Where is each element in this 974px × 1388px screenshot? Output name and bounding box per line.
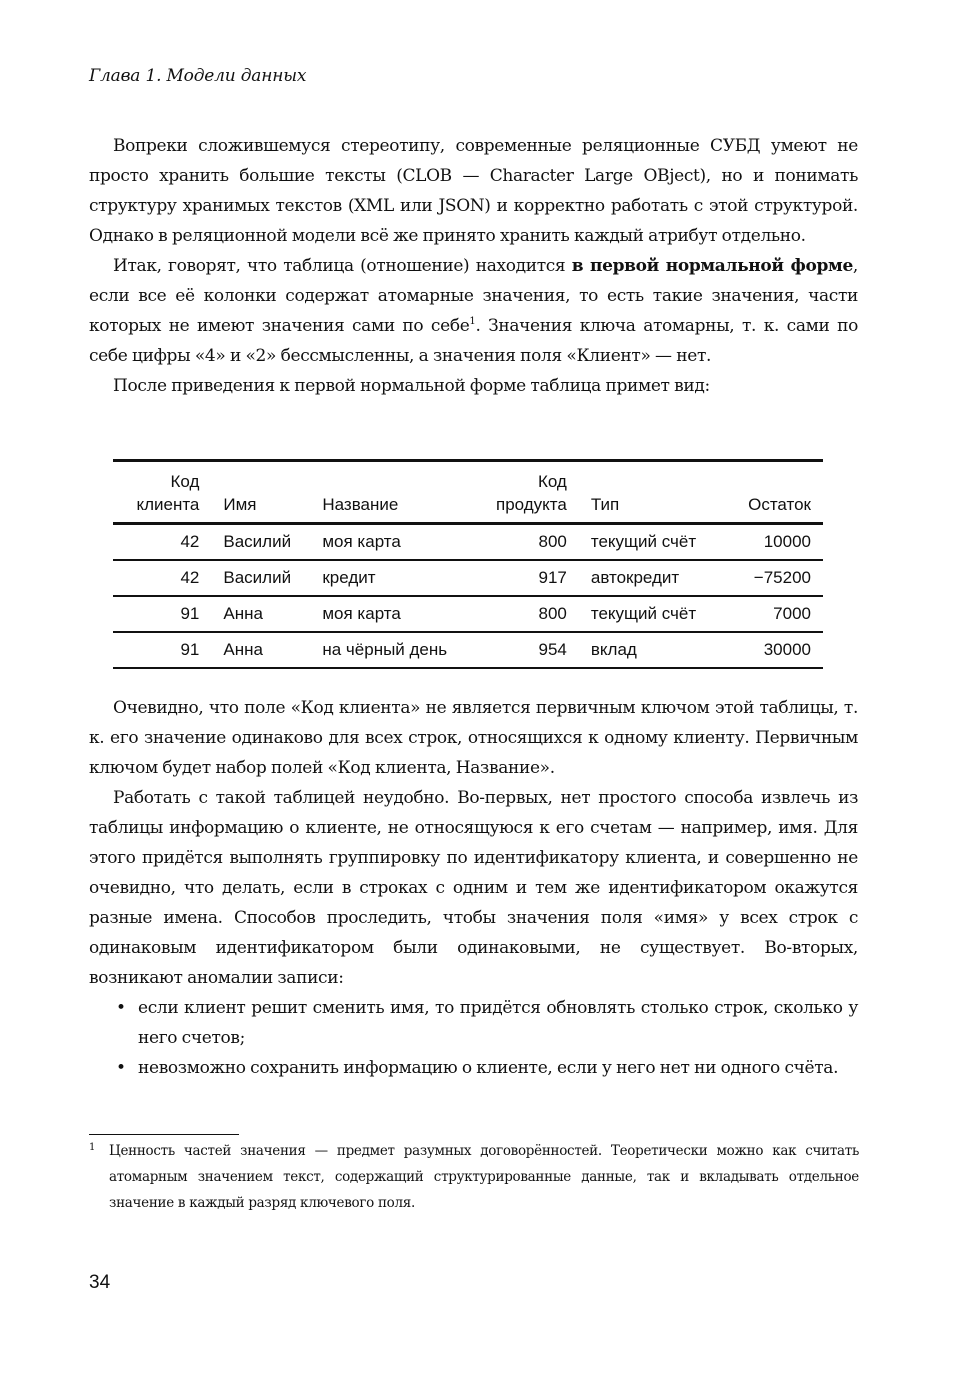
cell-client-code: 91 [180,604,200,623]
list-item [89,993,858,1053]
list-item-text: невозможно сохранить информацию о клиенте, если у него нет ни одного счёта. [138,1058,839,1078]
cell-name: Анна [223,604,263,623]
accounts-table [113,459,823,669]
cell-name: Василий [223,532,292,551]
cell-title: кредит [322,568,376,587]
cell-name: Анна [223,640,263,659]
column-header-type: Тип [590,495,620,514]
paragraph-primary-key: Очевидно, что поле «Код клиента» не является первичным ключом этой таблицы, т. к. его значение одинаково для всех строк, относящихся к одному клиенту. Первичным ключом будет набор полей «Код клиента, Название». [89,698,858,778]
term-first-normal-form: в первой нормальной форме [571,256,853,276]
cell-type: текущий счёт [590,532,697,551]
table-row [113,596,823,632]
cell-balance: 10000 [763,532,811,551]
cell-balance: 7000 [773,604,811,623]
table-row [113,524,823,561]
paragraph-text: . Значения ключа атомарны, т. к. сами по себе цифры «4» и «2» бессмысленны, а значения поля «Клиент» — нет. [89,316,858,366]
intro-section [89,131,858,401]
cell-client-code: 42 [180,532,200,551]
footnote-divider [89,1134,239,1135]
table-header-row [113,461,823,524]
footnote-reference[interactable]: 1 [469,316,476,327]
footnote-text: Ценность частей значения — предмет разумных договорённостей. Теоретически можно как считать атомарным значением текст, содержащий структурированные данные, так и вкладывать отдельное значение в каждый разряд ключевого поля. [109,1143,859,1211]
analysis-section [89,693,858,1083]
paragraph-clob: Вопреки сложившемуся стереотипу, современные реляционные СУБД умеют не просто хранить большие тексты (CLOB — Character Large OBject), но и понимать структуру хранимых текстов (XML или JSON) и корректно работать с этой структурой. Однако в реляционной модели всё же принято хранить каждый атрибут отдельно. [89,136,858,246]
table-row [113,560,823,596]
footnote [89,1138,859,1216]
paragraph-text: Итак, говорят, что таблица (отношение) находится [113,256,572,276]
paragraph-table-intro: После приведения к первой нормальной форме таблица примет вид: [113,376,710,396]
bullet-icon: • [116,998,126,1018]
cell-balance: 30000 [763,640,811,659]
paragraph-inconvenience: Работать с такой таблицей неудобно. Во-первых, нет простого способа извлечь из таблицы информацию о клиенте, не относящуюся к его счетам — например, имя. Для этого придётся выполнять группировку по идентификатору клиента, и совершенно не очевидно, что делать, если в строках с одним и тем же идентификатором окажутся разные имена. Способов проследить, чтобы значения поля «имя» у всех строк с одинаковым идентификатором были одинаковыми, не существует. Во-вторых, возникают аномалии записи: [89,788,858,988]
cell-balance: −75200 [753,568,811,587]
paragraph-first-normal-form [89,251,858,371]
footnote-number: 1 [89,1142,96,1153]
cell-title: моя карта [322,604,401,623]
list-item [89,1053,858,1083]
cell-client-code: 42 [180,568,200,587]
list-item-text: если клиент решит сменить имя, то придётся обновлять столько строк, сколько у него счетов; [138,998,858,1048]
first-normal-form-table [113,459,823,669]
cell-type: вклад [590,640,637,659]
cell-product-code: 954 [538,640,567,659]
cell-title: моя карта [322,532,401,551]
cell-name: Василий [223,568,292,587]
anomalies-list [89,993,858,1083]
paragraph-text: , если все её колонки содержат атомарные значения, то есть такие значения, части которых не имеют значения сами по себе [89,256,858,336]
column-header-name: Имя [223,495,257,514]
table-row [113,632,823,668]
column-header-balance: Остаток [748,495,811,514]
bullet-icon: • [116,1058,126,1078]
cell-product-code: 917 [538,568,567,587]
cell-type: текущий счёт [590,604,697,623]
cell-product-code: 800 [538,532,567,551]
running-head: Глава 1. Модели данных [89,66,307,86]
cell-product-code: 800 [538,604,567,623]
cell-title: на чёрный день [322,640,448,659]
column-header-client-code: Код клиента [136,472,200,514]
cell-type: автокредит [590,568,680,587]
column-header-product-code: Код продукта [496,472,567,514]
column-header-title: Название [322,495,399,514]
page-number: 34 [89,1272,111,1293]
cell-client-code: 91 [180,640,200,659]
